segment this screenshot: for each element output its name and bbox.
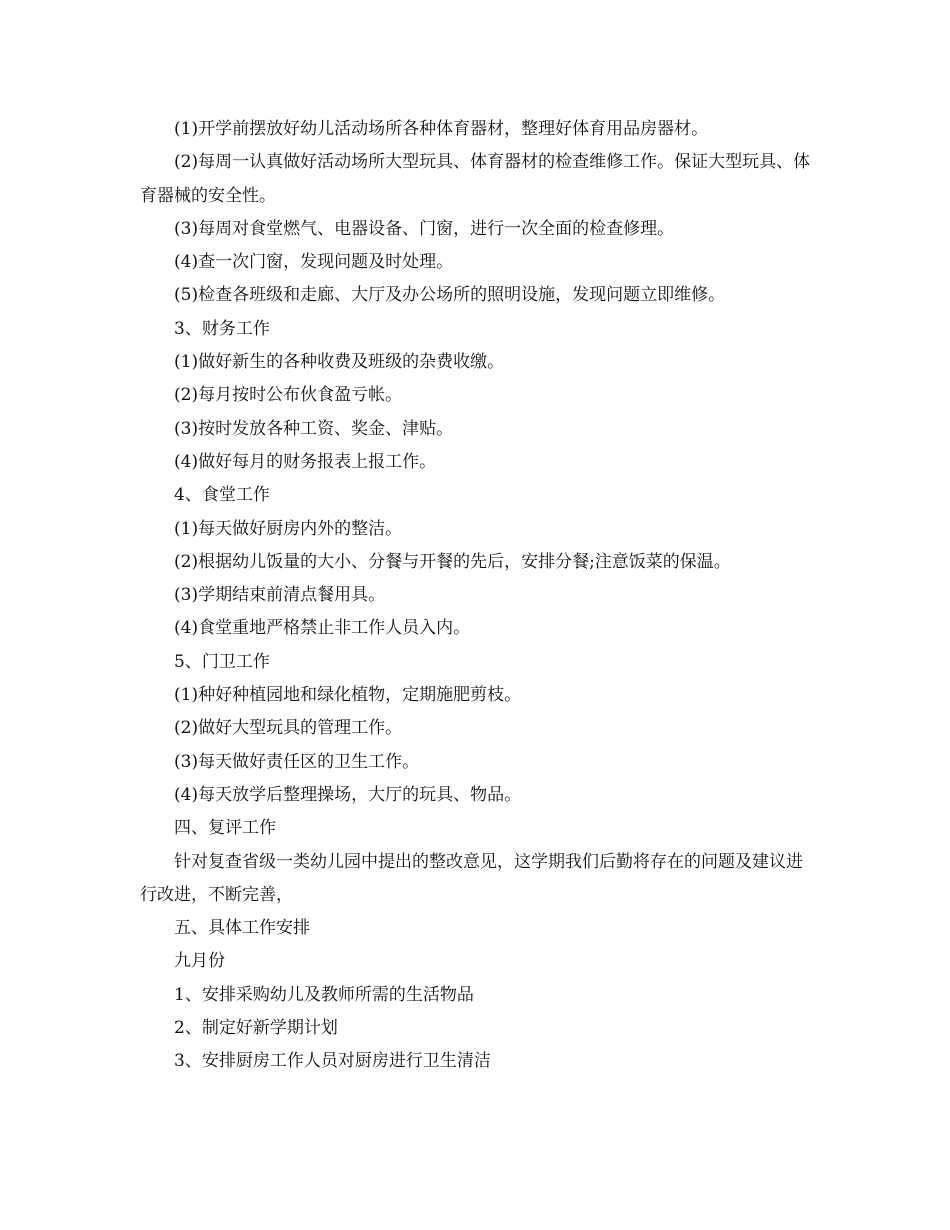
document-body [140, 113, 816, 1079]
paragraph: (4)食堂重地严格禁止非工作人员入内。 [174, 618, 471, 639]
paragraph: (4)每天放学后整理操场，大厅的玩具、物品。 [174, 784, 522, 805]
section-heading: 5、门卫工作 [174, 651, 270, 672]
paragraph: (2)每周一认真做好活动场所大型玩具、体育器材的检查维修工作。保证大型玩具、体育器械的安全性。 [140, 152, 811, 206]
section-heading: 四、复评工作 [174, 818, 276, 839]
paragraph: (2)每月按时公布伙食盈亏帐。 [174, 385, 403, 406]
subheading: 九月份 [174, 951, 225, 972]
list-item: 1、安排采购幼儿及教师所需的生活物品 [174, 984, 474, 1005]
paragraph: (1)每天做好厨房内外的整洁。 [174, 518, 403, 539]
paragraph: (3)每天做好责任区的卫生工作。 [174, 751, 420, 772]
paragraph: (1)做好新生的各种收费及班级的杂费收缴。 [174, 352, 505, 373]
list-item: 3、安排厨房工作人员对厨房进行卫生清洁 [174, 1051, 491, 1072]
paragraph: 针对复查省级一类幼儿园中提出的整改意见，这学期我们后勤将存在的问题及建议进行改进，不断完善， [140, 851, 803, 905]
list-item: 2、制定好新学期计划 [174, 1018, 338, 1039]
paragraph: (4)做好每月的财务报表上报工作。 [174, 451, 437, 472]
paragraph: (2)根据幼儿饭量的大小、分餐与开餐的先后，安排分餐;注意饭菜的保温。 [174, 551, 731, 572]
paragraph: (5)检查各班级和走廊、大厅及办公场所的照明设施，发现问题立即维修。 [174, 285, 726, 306]
paragraph: (1)种好种植园地和绿化植物，定期施肥剪枝。 [174, 685, 522, 706]
section-heading: 4、食堂工作 [174, 485, 270, 506]
paragraph: (2)做好大型玩具的管理工作。 [174, 718, 403, 739]
section-heading: 3、财务工作 [174, 318, 270, 339]
paragraph: (1)开学前摆放好幼儿活动场所各种体育器材，整理好体育用品房器材。 [174, 119, 709, 139]
paragraph: (3)学期结束前清点餐用具。 [174, 585, 386, 606]
paragraph: (3)按时发放各种工资、奖金、津贴。 [174, 418, 454, 439]
paragraph: (3)每周对食堂燃气、电器设备、门窗，进行一次全面的检查修理。 [174, 218, 675, 239]
section-heading: 五、具体工作安排 [174, 918, 310, 939]
paragraph: (4)查一次门窗，发现问题及时处理。 [174, 252, 454, 273]
